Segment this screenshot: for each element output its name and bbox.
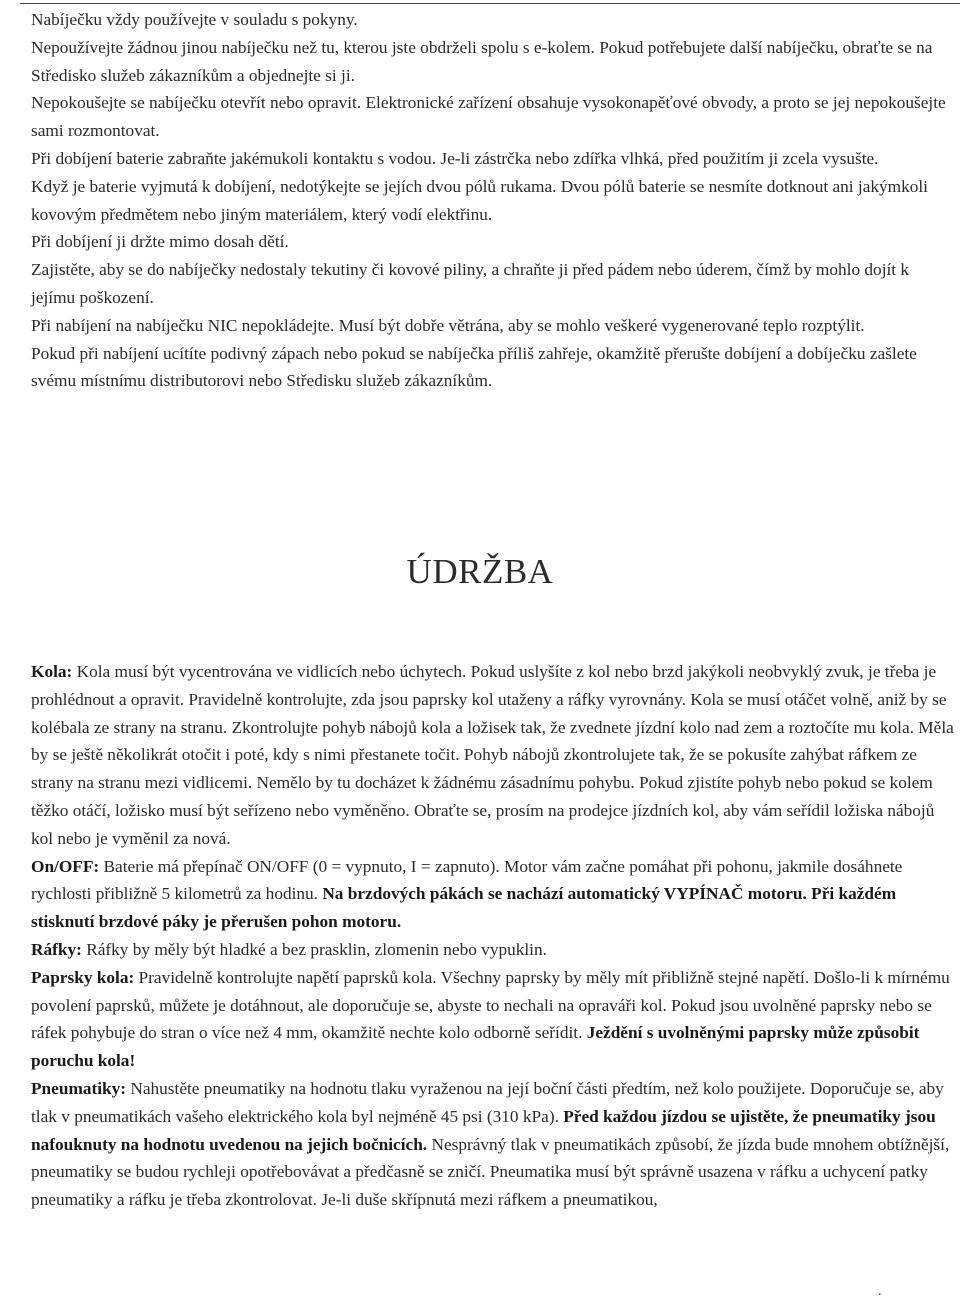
paprsky-label: Paprsky kola: [31, 967, 135, 987]
paragraph: Při dobíjení ji držte mimo dosah dětí. [31, 232, 289, 252]
pneumatiky-label: Pneumatiky: [31, 1078, 127, 1098]
pneumatiky-text-2: Nesprávný tlak v pneumatikách způsobí, že jízda bude mnohem obtížnější, pneumatiky se budou rychleji opotřebovávat a předčasně se zničí. Pneumatika musí být správně usazena v ráfku a uchycení patky pneumatiky a ráfku je třeba zkontrolovat. Je-li duše skřípnutá mezi ráfkem a pneumatikou, [31, 1134, 950, 1210]
paprsky-paragraph [31, 964, 956, 1075]
paragraph: Pokud při nabíjení ucítíte podivný zápach nebo pokud se nabíječka příliš zahřeje, okamžitě přerušte dobíjení a dobíječku zašlete svému místnímu distributorovi nebo Středisku služeb zákazníkům. [31, 343, 917, 391]
paragraph: Nabíječku vždy používejte v souladu s pokyny. [31, 10, 358, 29]
rafky-paragraph [31, 936, 956, 964]
onoff-bold-text: Na brzdových pákách se nachází automatický VYPÍNAČ motoru. Při každém stisknutí brzdové páky je přerušen pohon motoru. [31, 884, 897, 932]
onoff-text: Baterie má přepínač ON/OFF (0 = vypnuto, I = zapnuto). Motor vám začne pomáhat při pohonu, jakmile dosáhnete rychlosti přibližně 5 kilometrů za hodinu. [31, 856, 903, 904]
top-rule [20, 3, 960, 4]
onoff-paragraph [31, 853, 956, 936]
kola-label: Kola: [31, 662, 73, 681]
pneumatiky-text: Nahustěte pneumatiky na hodnotu tlaku vyraženou na její boční části předtím, než kolo použijete. Doporučuje se, aby tlak v pneumatikách vašeho elektrického kola byl nejméně 45 psi (310 kPa). [31, 1078, 944, 1126]
paprsky-text: Pravidelně kontrolujte napětí paprsků kola. Všechny paprsky by měly mít přibližně stejné napětí. Došlo-li k mírnému povolení paprsků, můžete je dotáhnout, ale doporučuje se, abyste to nechali na opraváři kol. Pokud jsou uvolněné paprsky nebo se ráfek pohybuje do stran o více než 4 mm, okamžitě nechte kolo odborně seřídit. [31, 967, 950, 1043]
section-heading: ÚDRŽBA [406, 552, 554, 591]
paragraph: Nepokoušejte se nabíječku otevřít nebo opravit. Elektronické zařízení obsahuje vysokonapěťové obvody, a proto se jej nepokoušejte sami rozmontovat. [31, 93, 946, 141]
footer-mark: . [878, 1284, 882, 1299]
paprsky-bold-text: Ježdění s uvolněnými paprsky může způsobit poruchu kola! [31, 1023, 920, 1071]
paragraph: Nepoužívejte žádnou jinou nabíječku než tu, kterou jste obdrželi spolu s e-kolem. Pokud potřebujete další nabíječku, obraťte se na Středisko služeb zákazníkům a objednejte si ji. [31, 37, 933, 85]
maintenance-section [31, 658, 956, 1214]
charger-safety-section [31, 6, 956, 395]
rafky-text: Ráfky by měly být hladké a bez prasklin, zlomenin nebo vypuklin. [81, 939, 547, 959]
kola-text: Kola musí být vycentrována ve vidlicích nebo úchytech. Pokud uslyšíte z kol nebo brzd jakýkoli neobvyklý zvuk, je třeba je prohlédnout a opravit. Pravidelně kontrolujte, zda jsou paprsky kol utaženy a ráfky vyrovnány. Kola se musí otáčet volně, aniž by se kolébala ze strany na stranu. Zkontrolujte pohyb nábojů kola a ložisek tak, že zvednete jízdní kolo nad zem a roztočíte mu kola. Měla by se ještě několikrát otočit i poté, kdy s nimi přestanete točit. Pohyb nábojů zkontrolujete tak, že se pokusíte zahýbat ráfkem ze strany na stranu mezi vidlicemi. Nemělo by tu docházet k žádnému zásadnímu pohybu. Pokud zjistíte pohyb nebo pokud se kolem těžko otáčí, ložisko musí být seřízeno nebo vyměněno. Obraťte se, prosím na prodejce jízdních kol, aby vám seřídil ložiska nábojů kol nebo je vyměnil za nová. [31, 662, 954, 848]
paragraph: Zajistěte, aby se do nabíječky nedostaly tekutiny či kovové piliny, a chraňte ji před pádem nebo úderem, čímž by mohlo dojít k jejímu poškození. [31, 260, 910, 307]
onoff-label: On/OFF: [31, 856, 100, 876]
pneumatiky-paragraph [31, 1075, 956, 1214]
kola-paragraph [31, 658, 956, 853]
paragraph: Při dobíjení baterie zabraňte jakémukoli kontaktu s vodou. Je-li zástrčka nebo zdířka vlhká, před použitím ji zcela vysušte. [31, 148, 879, 168]
rafky-label: Ráfky: [31, 939, 82, 959]
pneumatiky-bold-text: Před každou jízdou se ujistěte, že pneumatiky jsou nafouknuty na hodnotu uvedenou na jejich bočnicích. [31, 1106, 936, 1154]
paragraph: Když je baterie vyjmutá k dobíjení, nedotýkejte se jejích dvou pólů rukama. Dvou pólů baterie se nesmíte dotknout ani jakýmkoli kovovým předmětem nebo jiným materiálem, který vodí elektřinu. [31, 176, 928, 224]
paragraph: Při nabíjení na nabíječku NIC nepokládejte. Musí být dobře větrána, aby se mohlo veškeré vygenerované teplo rozptýlit. [31, 315, 865, 335]
